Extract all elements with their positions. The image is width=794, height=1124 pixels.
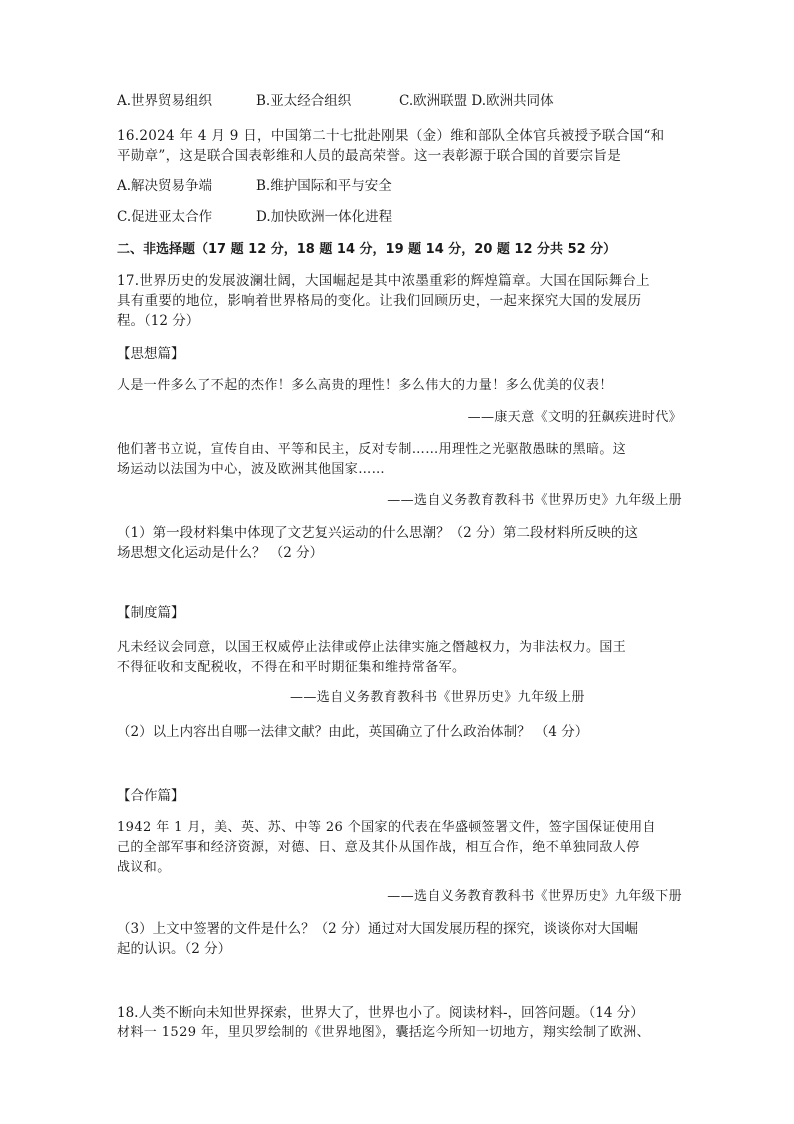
q16-option-d: D.加快欧洲一体化进程 <box>256 209 393 225</box>
q16-stem-line-2: 平勋章”，这是联合国表彰维和人员的最高荣誉。这一表彰源于联合国的首要宗旨是 <box>117 148 622 164</box>
q16-option-a: A.解决贸易争端 <box>117 178 213 194</box>
q18-stem-line-1: 18.人类不断向未知世界探索，世界大了，世界也小了。阅读材料-，回答问题。（14 分） <box>117 1005 644 1021</box>
q16-option-b: B.维护国际和平与安全 <box>256 178 392 194</box>
section-heading: 二、非选择题（17 题 12 分，18 题 14 分，19 题 14 分，20 题 12 分共 52 分） <box>117 242 617 257</box>
q17-stem-line-1: 17.世界历史的发展波澜壮阔，大国崛起是其中浓墨重彩的辉煌篇章。大国在国际舞台上 <box>117 273 650 289</box>
part1-title: 【思想篇】 <box>117 346 185 362</box>
q17-subquestion-2: （2）以上内容出自哪一法律文献？由此，英国确立了什么政治体制？ （4 分） <box>117 724 589 740</box>
q15-option-cd: C.欧洲联盟 D.欧洲共同体 <box>399 93 554 109</box>
part2-source: ——选自义务教育教科书《世界历史》九年级上册 <box>290 690 585 705</box>
q17-subquestion-3-line-1: （3）上文中签署的文件是什么？（2 分）通过对大国发展历程的探究，谈谈你对大国崛 <box>117 921 638 937</box>
part1-quote-1: 人是一件多么了不起的杰作！多么高贵的理性！多么伟大的力量！多么优美的仪表！ <box>117 378 613 393</box>
part1-quote-2-line-2: 场运动以法国为中心，波及欧洲其他国家…… <box>117 462 386 477</box>
q18-material-1-line-1: 材料一 1529 年，里贝罗绘制的《世界地图》，囊括迄今所知一切地方，翔实绘制了欧洲、 <box>117 1025 651 1040</box>
q16-stem-line-1: 16.2024 年 4 月 9 日，中国第二十七批赴刚果（金）维和部队全体官兵被授予联合国“和 <box>117 128 665 144</box>
q15-option-a: A.世界贸易组织 <box>117 93 213 109</box>
part3-quote-line-1: 1942 年 1 月，美、英、苏、中等 26 个国家的代表在华盛顿签署文件，签字国保证使用自 <box>117 820 656 835</box>
part2-quote-line-2: 不得征收和支配税收，不得在和平时期征集和维持常备军。 <box>117 660 466 675</box>
part3-quote-line-2: 己的全部军事和经济资源，对德、日、意及其仆从国作战，相互合作，绝不单独同敌人停 <box>117 840 640 855</box>
q17-stem-line-2: 具有重要的地位，影响着世界格局的变化。让我们回顾历史，一起来探究大国的发展历 <box>117 293 642 309</box>
part1-source-2: ——选自义务教育教科书《世界历史》九年级上册 <box>387 493 682 508</box>
q17-subquestion-1-line-2: 场思想文化运动是什么？ （2 分） <box>117 545 324 561</box>
part1-source-1: ——康天意《文明的狂飙疾进时代》 <box>467 410 682 425</box>
part2-title: 【制度篇】 <box>117 605 185 621</box>
q17-subquestion-3-line-2: 起的认识。（2 分） <box>117 941 232 957</box>
q15-option-b: B.亚太经合组织 <box>256 93 352 109</box>
part1-quote-2-line-1: 他们著书立说，宣传自由、平等和民主，反对专制……用理性之光驱散愚昧的黑暗。这 <box>117 442 627 457</box>
q16-option-c: C.促进亚太合作 <box>117 209 213 225</box>
part3-source: ——选自义务教育教科书《世界历史》九年级下册 <box>387 889 682 904</box>
part2-quote-line-1: 凡未经议会同意，以国王权威停止法律或停止法律实施之僭越权力，为非法权力。国王 <box>117 640 627 655</box>
part3-quote-line-3: 战议和。 <box>117 860 171 875</box>
q17-subquestion-1-line-1: （1）第一段材料集中体现了文艺复兴运动的什么思潮？（2 分）第二段材料所反映的这 <box>117 525 638 541</box>
part3-title: 【合作篇】 <box>117 788 185 804</box>
q17-stem-line-3: 程。（12 分） <box>117 313 200 329</box>
